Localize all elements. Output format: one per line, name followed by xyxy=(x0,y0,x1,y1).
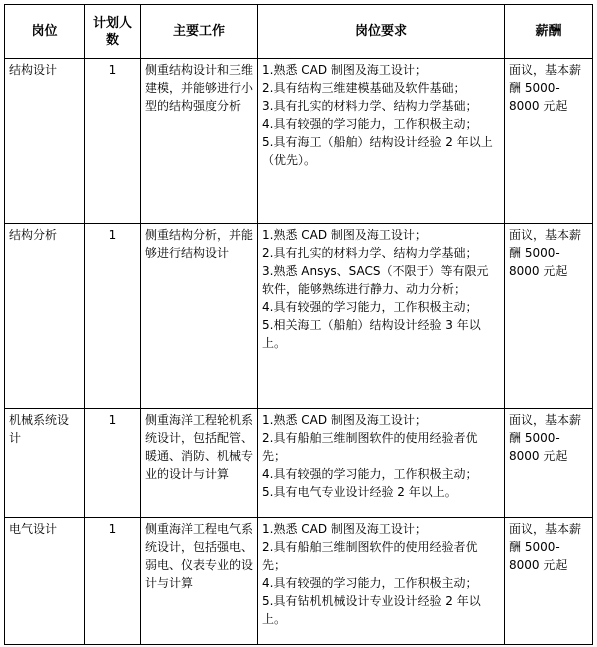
salary-cell: 面议，基本薪酬 5000-8000 元起 xyxy=(505,59,593,224)
salary-cell: 面议，基本薪酬 5000-8000 元起 xyxy=(505,224,593,409)
requirements-cell xyxy=(258,518,505,645)
position-cell: 结构分析 xyxy=(5,224,85,409)
header-position: 岗位 xyxy=(5,5,85,59)
duties-cell: 侧重结构设计和三维建模，并能够进行小型的结构强度分析 xyxy=(141,59,258,224)
header-requirements: 岗位要求 xyxy=(258,5,505,59)
requirement-line: 2.具有结构三维建模基础及软件基础； xyxy=(262,81,466,95)
table-row xyxy=(5,409,593,518)
requirement-line: 1.熟悉 CAD 制图及海工设计； xyxy=(262,63,427,77)
requirements-cell xyxy=(258,59,505,224)
table-row xyxy=(5,59,593,224)
duties-cell: 侧重结构分析，并能够进行结构设计 xyxy=(141,224,258,409)
header-count: 计划人数 xyxy=(85,5,141,59)
header-duties: 主要工作 xyxy=(141,5,258,59)
table-row xyxy=(5,518,593,645)
requirement-line: 5.相关海工（船舶）结构设计经验 3 年以上。 xyxy=(262,318,481,350)
count-cell: 1 xyxy=(85,409,141,518)
position-cell: 电气设计 xyxy=(5,518,85,645)
requirement-line: 5.具有电气专业设计经验 2 年以上。 xyxy=(262,485,457,499)
requirement-line: 1.熟悉 CAD 制图及海工设计； xyxy=(262,413,427,427)
requirement-line: 4.具有较强的学习能力，工作积极主动； xyxy=(262,576,478,590)
recruitment-table xyxy=(4,4,593,645)
table-row xyxy=(5,224,593,409)
duties-cell: 侧重海洋工程轮机系统设计，包括配管、暖通、消防、机械专业的设计与计算 xyxy=(141,409,258,518)
requirement-line: 2.具有船舶三维制图软件的使用经验者优先； xyxy=(262,540,478,572)
salary-cell: 面议，基本薪酬 5000-8000 元起 xyxy=(505,518,593,645)
position-cell: 机械系统设计 xyxy=(5,409,85,518)
requirements-cell xyxy=(258,224,505,409)
requirement-line: 3.具有扎实的材料力学、结构力学基础； xyxy=(262,99,478,113)
requirement-line: 1.熟悉 CAD 制图及海工设计； xyxy=(262,522,427,536)
header-row xyxy=(5,5,593,59)
requirement-line: 4.具有较强的学习能力，工作积极主动； xyxy=(262,117,478,131)
requirement-line: 1.熟悉 CAD 制图及海工设计； xyxy=(262,228,427,242)
count-cell: 1 xyxy=(85,224,141,409)
duties-cell: 侧重海洋工程电气系统设计，包括强电、弱电、仪表专业的设计与计算 xyxy=(141,518,258,645)
requirement-line: 3.熟悉 Ansys、SACS（不限于）等有限元软件，能够熟练进行静力、动力分析； xyxy=(262,264,489,296)
count-cell: 1 xyxy=(85,59,141,224)
requirement-line: 2.具有船舶三维制图软件的使用经验者优先； xyxy=(262,431,478,463)
requirement-line: 4.具有较强的学习能力，工作积极主动； xyxy=(262,300,478,314)
salary-cell: 面议，基本薪酬 5000-8000 元起 xyxy=(505,409,593,518)
count-cell: 1 xyxy=(85,518,141,645)
requirements-cell xyxy=(258,409,505,518)
requirement-line: 2.具有扎实的材料力学、结构力学基础； xyxy=(262,246,478,260)
header-salary: 薪酬 xyxy=(505,5,593,59)
requirement-line: 5.具有钻机机械设计专业设计经验 2 年以上。 xyxy=(262,594,481,626)
requirement-line: 4.具有较强的学习能力，工作积极主动； xyxy=(262,467,478,481)
position-cell: 结构设计 xyxy=(5,59,85,224)
requirement-line: 5.具有海工（船舶）结构设计经验 2 年以上（优先）。 xyxy=(262,135,493,167)
